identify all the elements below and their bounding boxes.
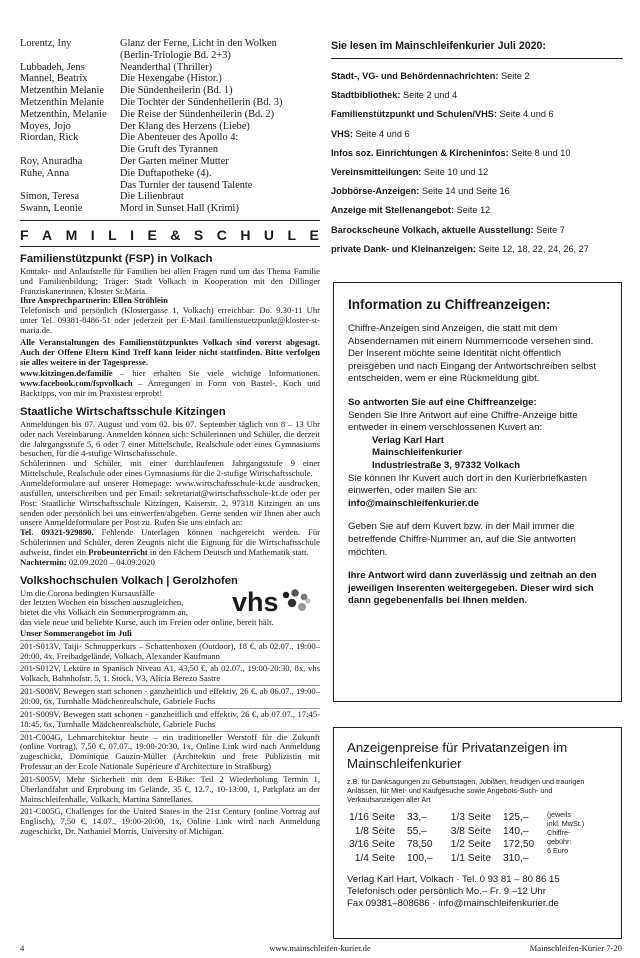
book-author bbox=[20, 144, 120, 156]
price-row bbox=[347, 825, 447, 838]
section-heading-letter: I bbox=[90, 226, 96, 243]
price-row bbox=[347, 852, 447, 865]
toc-item-pages: Seite 7 bbox=[533, 224, 565, 235]
footer-url[interactable]: www.mainschleifen-kurier.de bbox=[269, 943, 371, 953]
price-size: 1/4 Seite bbox=[354, 852, 395, 864]
vhs-course-item: 201-S009V, Bewegen statt schonen - ganzheitlich und effektiv, 26 €, ab 07.07., 17:45-18:45, 6x, Turnhalle Mädchenrealschule, Gabriele Fuchs bbox=[20, 708, 320, 729]
toc-item bbox=[331, 125, 623, 144]
price-contact-line: Telefonisch oder persönlich Mo.– Fr. 9 –12 Uhr bbox=[347, 886, 546, 898]
price-size: 3/16 Seite bbox=[349, 839, 395, 851]
section-heading-letter: L bbox=[108, 226, 118, 243]
section-heading-letter: L bbox=[287, 226, 298, 243]
toc-item-pages: Seite 8 und 10 bbox=[508, 147, 571, 158]
book-row bbox=[20, 73, 320, 85]
wirtschaft-probeunterricht: Probeunterricht bbox=[88, 546, 148, 557]
price-box bbox=[333, 727, 622, 939]
section-heading-letter: H bbox=[240, 226, 252, 243]
toc-item bbox=[331, 86, 623, 105]
vhs-course-item: 201-S005V, Mehr Sicherheit mit dem E-Bike: Teil 2 Wiederholung Termin 1, Überlandfahrt und Erprobung im Gelände, 35 €, 12.7., 10-13:00, 1, Parkplatz an der Mainschleifenhalle, Volkach, Martina Santellanes. bbox=[20, 773, 320, 804]
vhs-intro-2: der letzten Wochen ein bisschen auszugleichen, bbox=[20, 597, 184, 608]
vhs-logo-dot bbox=[305, 598, 310, 603]
vhs-logo-text: vhs bbox=[232, 586, 279, 617]
chiffre-email[interactable]: info@mainschleifenkurier.de bbox=[348, 497, 479, 509]
book-author: Roy, Anuradha bbox=[20, 155, 83, 167]
vhs-course-list bbox=[20, 640, 320, 837]
chiffre-p2: Senden Sie Ihre Antwort auf eine Chiffre-Anzeige bitte entweder in einem verschlossenen Kuvert an: bbox=[348, 409, 578, 434]
section-heading-familie-schule bbox=[20, 227, 320, 243]
section-heading-letter: M bbox=[65, 226, 79, 243]
section-heading-letter: F bbox=[20, 226, 30, 243]
book-author: Metzenthin Melanie bbox=[20, 85, 104, 97]
wirtschaft-p1: Anmeldungen bis 07. August und vom 02. bis 07. September täglich von 8 – 13 Uhr oder nach Vereinbarung. Anmelden können sich: Schülerinnen und Schüler, die derzeit die Jahrgangsstufe 5, 6 oder 7 einer Mittelschule, Realschule oder eines Gymnasiums besuchen, für die 4-stufige Wirtschaftsschule. bbox=[20, 418, 320, 459]
price-title: Anzeigenpreise für Privatanzeigen im Mainschleifenkurier bbox=[347, 740, 568, 771]
book-author: Lorentz, Iny bbox=[20, 38, 72, 49]
vhs-program-head: Unser Sommerangebot im Juli bbox=[20, 627, 132, 638]
book-title: Der Garten meiner Mutter bbox=[120, 155, 229, 167]
fsp-title: Familienstützpunkt (FSP) in Volkach bbox=[20, 252, 213, 265]
section-heading-letter: S bbox=[193, 226, 205, 243]
fsp-hours: Telefonisch und persönlich (Klostergasse 1, Volkach) erreichbar: Do. 9.30-11 Uhr unter Tel. 09381-8486-51 oder jederzeit per E-Mail familienstuetzpunkt@kloster-st-maria.de. bbox=[20, 305, 320, 336]
book-title: Die Tochter der Sündenheilerin (Bd. 3) bbox=[120, 96, 283, 108]
price-value: 125,– bbox=[503, 812, 529, 824]
chiffre-p1: Chiffre-Anzeigen sind Anzeigen, die statt mit dem Absendernamen mit einem Nummerncode versehen sind. Der Inserent möchte seine Identität nicht öffentlich preisgeben und nach Eingang der Antwortschreiben selbst entscheiden, wem er eine Rückmeldung gibt. bbox=[348, 323, 597, 385]
book-author: Simon, Teresa bbox=[20, 191, 80, 203]
price-column-2 bbox=[447, 811, 543, 865]
chiffre-address-line: Verlag Karl Hart bbox=[372, 434, 444, 446]
chiffre-address-line: Mainschleifenkurier bbox=[372, 447, 463, 459]
book-row bbox=[20, 168, 320, 180]
price-size: 3/8 Seite bbox=[450, 825, 491, 837]
wirtschaft-p2: Schülerinnen und Schüler, mit einer durchlaufenen Jahrgangsstufe 9 einer Mittelschule, Realschule oder eines Gymnasiums für die 2-stufige Wirtschaftsschule. bbox=[20, 458, 320, 479]
book-row bbox=[20, 156, 320, 168]
toc-item-pages: Seite 4 und 6 bbox=[352, 128, 410, 139]
wirtschaft-p3: Anmeldeformulare auf unserer Homepage: www.wirtschaftsschule-kt.de ausdrucken, ausfüllen, unterschreiben und per Email: sekretariat@wirtschaftsschule-kt.de oder per Post: Staatliche Wirtschaftsschule Kitzingen, Kaiserstr. 2, 97318 Kitzingen an uns senden oder persönlich bei uns einwerfen/abgeben. Gerne senden wir Ihnen aber auch unsere Anmeldeformulare per Post zu. Rufen Sie uns einfach an: bbox=[20, 477, 320, 528]
book-title: Die Abenteuer des Apollo 4: bbox=[120, 132, 239, 144]
fsp-notice: Alle Veranstaltungen des Familienstützpunktes Volkach sind vorerst abgesagt. Auch der Offene Eltern Kind Treff kann leider nicht stattfinden. Bitte verfolgen sie alles weitere in der Tagespresse. bbox=[20, 336, 320, 367]
price-value: 78,50 bbox=[407, 839, 433, 851]
fsp-link-facebook-text: – Anregungen in Form von Bastel-, Koch und Backtipps, von mir im Praxistest erprobt! bbox=[20, 378, 320, 399]
toc-item-label: Stadtbibliothek: bbox=[331, 90, 401, 101]
toc-item-label: Familienstützpunkt und Schulen/VHS: bbox=[331, 109, 497, 120]
price-row bbox=[447, 838, 543, 851]
wirtschaft-p4: Fehlende Unterlagen können nachgereicht werden. Für Schülerinnen und Schüler, deren Zeugnis nicht die Eignung für die Wirtschaftsschule aufweist, findet ein bbox=[20, 527, 321, 557]
book-row bbox=[20, 144, 320, 156]
book-row bbox=[20, 203, 320, 215]
toc-item-label: Anzeige mit Stellenangebot: bbox=[331, 205, 455, 216]
vhs-intro-3: bietet die vhs Volkach ein Sommerprogramm an, bbox=[20, 607, 188, 618]
section-heading-ampersand: & bbox=[170, 226, 182, 243]
price-note-line: 6 Euro bbox=[547, 845, 569, 855]
book-author: Metzenthin Melanie bbox=[20, 96, 104, 108]
book-row bbox=[20, 62, 320, 74]
vhs-course-item: 201-S013V, Taiji- Schnupperkurs – Schattenboxen (Outdoor), 18 €, ab 02.07., 19:00–20:00, 4x, Freibadgelände, Volkach, Alexander Kaufmann bbox=[20, 640, 320, 661]
vhs-intro-4: das viele neue und beliebte Kurse, auch im Freien oder online, bereit hält. bbox=[20, 617, 274, 628]
toc-item-label: Vereinsmitteilungen: bbox=[331, 167, 422, 178]
book-author: Metzenthin, Melanie bbox=[20, 108, 107, 120]
book-title: Die Gruft des Tyrannen bbox=[120, 144, 219, 156]
book-row bbox=[20, 85, 320, 97]
book-row bbox=[20, 109, 320, 121]
book-title: Die Duftapotheke (4). bbox=[120, 167, 212, 179]
fsp-contact-person: Ihre Ansprechpartnerin: Ellen Ströhlein bbox=[20, 295, 168, 306]
book-title: (Berlin-Triologie Bd. 2+3) bbox=[120, 49, 231, 61]
chiffre-address-line: Industriestraße 3, 97332 Volkach bbox=[372, 459, 521, 471]
price-note-line: gebühr: bbox=[547, 836, 572, 846]
toc-item bbox=[331, 105, 623, 124]
price-value: 140,– bbox=[503, 825, 529, 837]
wirtschaft-nachtermin: 02.09.2020 – 04.09.2020 bbox=[66, 556, 155, 567]
toc-item-pages: Seite 10 und 12 bbox=[421, 167, 489, 178]
toc-item-pages: Seite 14 und Seite 16 bbox=[419, 186, 510, 197]
price-row bbox=[347, 838, 447, 851]
section-heading-letter: C bbox=[216, 226, 228, 243]
section-heading-letter: I bbox=[130, 226, 136, 243]
price-description: z.B. für Danksagungen zu Geburtstagen, Jubiläen, freudigen und traurigen Anlässen, für Miet- und Kaufgesuche sowie Angebots-Such- und Verkaufsanzeigen aller Art bbox=[347, 777, 585, 804]
price-column-1 bbox=[347, 811, 447, 865]
chiffre-howto-title: So antworten Sie auf eine Chiffreanzeige: bbox=[348, 396, 537, 408]
price-value: 33,– bbox=[407, 812, 427, 824]
vhs-logo-dot bbox=[298, 603, 306, 611]
price-row bbox=[447, 825, 543, 838]
book-row bbox=[20, 50, 320, 62]
vhs-intro-1: Um die Corona bedingten Kursausfälle bbox=[20, 587, 155, 598]
book-author: Swann, Leonie bbox=[20, 203, 83, 215]
section-heading-letter: A bbox=[42, 226, 54, 243]
price-value: 55,– bbox=[407, 825, 427, 837]
section-heading-letter: U bbox=[263, 226, 276, 243]
price-row bbox=[447, 811, 543, 824]
vhs-title: Volkshochschulen Volkach | Gerolzhofen bbox=[20, 574, 238, 587]
price-value: 100,– bbox=[407, 852, 433, 864]
book-title: Die Lilienbraut bbox=[120, 191, 184, 203]
toc-item-pages: Seite 12, 18, 22, 24, 26, 27 bbox=[475, 243, 589, 254]
price-value: 310,– bbox=[503, 852, 529, 864]
toc-item-pages: Seite 4 und 6 bbox=[496, 109, 554, 120]
section-rule-top bbox=[20, 220, 320, 221]
price-contact-line: Verlag Karl Hart, Volkach · Tel. 0 93 81 – 80 86 15 bbox=[347, 874, 560, 886]
book-title: Der Klang des Herzens (Liebe) bbox=[120, 120, 250, 132]
toc-item bbox=[331, 182, 623, 201]
toc-item-pages: Seite 12 bbox=[454, 205, 491, 216]
toc-item-label: Infos soz. Einrichtungen & Kircheninfos: bbox=[331, 147, 509, 158]
vhs-logo bbox=[232, 587, 312, 617]
price-size: 1/1 Seite bbox=[450, 852, 491, 864]
book-title: Die Sündenheilerin (Bd. 1) bbox=[120, 85, 233, 97]
book-row bbox=[20, 38, 320, 50]
price-note-line: Chiffre- bbox=[547, 827, 571, 837]
price-table bbox=[347, 811, 608, 865]
book-author: Lubbadeh, Jens bbox=[20, 61, 85, 73]
toc-item bbox=[331, 67, 623, 86]
fsp-link-facebook[interactable]: www.facebook.com/fspvolkach bbox=[20, 378, 133, 389]
price-contact-line: Fax 09381–808686 · info@mainschleifenkurier.de bbox=[347, 898, 559, 910]
toc-item-label: Jobbörse-Anzeigen: bbox=[331, 186, 420, 197]
book-row bbox=[20, 97, 320, 109]
vhs-course-item: 201-C004G, Lehmarchitektur heute – ein traditioneller Werstoff für die Zukunft (online Vortrag), 7,50 €, 07.07., 19:00-20:30, 1x, Online Link wird nach Anmeldung zugeschickt, Dominique Gauzin-Müller (Architektin und freie Publizistin mit Professur an der Ecole Nationale Supérieure d'Architecture in Straßburg) bbox=[20, 731, 320, 772]
vhs-intro-block bbox=[20, 586, 320, 628]
toc-item bbox=[331, 240, 623, 259]
book-author bbox=[20, 180, 120, 192]
toc-item bbox=[331, 144, 623, 163]
price-row bbox=[447, 852, 543, 865]
price-contact bbox=[347, 874, 608, 911]
wirtschaft-title: Staatliche Wirtschaftsschule Kitzingen bbox=[20, 405, 226, 418]
price-note bbox=[543, 811, 585, 865]
price-size: 1/3 Seite bbox=[450, 812, 491, 824]
book-author: Mannel, Beatrix bbox=[20, 73, 88, 85]
toc-list bbox=[331, 67, 623, 259]
book-title: Das Turnier der tausend Talente bbox=[120, 179, 253, 191]
price-size: 1/16 Seite bbox=[349, 812, 395, 824]
vhs-logo-dot bbox=[288, 598, 296, 606]
vhs-course-item: 201-C005G, Challenges for the United States in the 21st Century (online Vortrag auf Englisch), 7,50 €, 14.07., 19:00-20:00, 1x, Online Link wird nach Anmeldung zugeschickt, Dr. Nathaniel Morris, University of Michigan. bbox=[20, 806, 320, 837]
book-row bbox=[20, 121, 320, 133]
book-row bbox=[20, 180, 320, 192]
chiffre-title: Information zu Chiffreanzeigen: bbox=[348, 297, 551, 312]
fsp-link-kitzingen-text: – hier erhalten Sie viele wichtige Informationen. bbox=[112, 368, 320, 379]
toc-item-label: private Dank- und Kleinanzeigen: bbox=[331, 243, 476, 254]
book-title: Mord in Sunset Hall (Krimi) bbox=[120, 203, 239, 215]
vhs-course-item: 201-S012V, Lektüre in Spanisch Niveau A1, 43,50 €, ab 02.07., 19:00-20:30, 8x, vhs Volkach, Bahnhofstr. 5, 1. Stock, V3, Alicia Berezo Sastre bbox=[20, 663, 320, 684]
book-row bbox=[20, 132, 320, 144]
toc-heading: Sie lesen im Mainschleifenkurier Juli 2020: bbox=[331, 40, 623, 59]
toc-item bbox=[331, 201, 623, 220]
price-size: 1/8 Seite bbox=[354, 825, 395, 837]
book-title: Die Reise der Sündenheilerin (Bd. 2) bbox=[120, 108, 275, 120]
price-row bbox=[347, 811, 447, 824]
book-title: Glanz der Ferne, Licht in den Wolken bbox=[120, 38, 277, 49]
wirtschaft-phone: Tel. 09321-929890. bbox=[20, 527, 94, 538]
book-title: Die Hexengabe (Histor.) bbox=[120, 73, 222, 85]
chiffre-p5: Ihre Antwort wird dann zuverlässig und zeitnah an den jeweiligen Inserenten weitergegeben. Dieser wird sich dann gegebenenfalls bei Ihnen melden. bbox=[348, 570, 597, 607]
vhs-logo-dot bbox=[283, 591, 289, 597]
book-title: Neanderthal (Thriller) bbox=[120, 61, 213, 73]
section-rule-bottom bbox=[20, 246, 320, 247]
toc-item bbox=[331, 221, 623, 240]
fsp-intro: Kontakt- und Anlaufstelle für Familien bei allen Fragen rund um das Thema Familie und Familienbildung; Träger: Stadt Volkach in Kooperation mit den Dillinger Franziskanerinnen, Kloster St.Maria. bbox=[20, 265, 320, 296]
section-heading-letter: E bbox=[309, 226, 320, 243]
book-author bbox=[20, 50, 120, 62]
toc-item bbox=[331, 163, 623, 182]
toc-item-label: Stadt-, VG- und Behördennachrichten: bbox=[331, 71, 499, 81]
toc-item-label: VHS: bbox=[331, 128, 353, 139]
book-row bbox=[20, 191, 320, 203]
book-list bbox=[20, 38, 320, 215]
price-note-line: (jeweils bbox=[547, 810, 571, 820]
book-author: Ruhe, Anna bbox=[20, 167, 70, 179]
footer-page-number: 4 bbox=[20, 943, 25, 953]
price-size: 1/2 Seite bbox=[450, 839, 491, 851]
fsp-link-kitzingen[interactable]: www.kitzingen.de/familie bbox=[20, 368, 113, 379]
vhs-course-item: 201-S008V, Bewegen statt schonen - ganzheitlich und effektiv, 26 €, ab 06.07., 19:00–20:00, 6x, Turnhalle Mädchenrealschule, Gabriele Fuchs bbox=[20, 686, 320, 707]
price-note-line: inkl. MwSt.) bbox=[547, 819, 585, 829]
vhs-logo-dot bbox=[291, 589, 299, 597]
left-column bbox=[20, 38, 320, 837]
footer-issue: Mainschleifen-Kurier 7-20 bbox=[529, 943, 622, 953]
right-column bbox=[331, 38, 623, 259]
section-heading-letter: E bbox=[147, 226, 158, 243]
chiffre-p4: Geben Sie auf dem Kuvert bzw. in der Mail immer die betreffende Chiffre-Nummer an, auf die Sie antworten möchten. bbox=[348, 521, 576, 558]
book-author: Moyes, Jojo bbox=[20, 120, 71, 132]
wirtschaft-p4-end: in den Fächern Deutsch und Mathematik statt. bbox=[147, 546, 309, 557]
book-author: Riordan, Rick bbox=[20, 132, 79, 144]
wirtschaft-nachtermin-label: Nachtermin: bbox=[20, 556, 67, 567]
toc-item-pages: Seite 2 bbox=[498, 71, 530, 81]
price-value: 172,50 bbox=[503, 839, 535, 851]
chiffre-info-box bbox=[333, 282, 622, 702]
toc-item-label: Barockscheune Volkach, aktuelle Ausstellung: bbox=[331, 224, 534, 235]
toc-item-pages: Seite 2 und 4 bbox=[400, 90, 458, 101]
chiffre-p3: Sie können Ihr Kuvert auch dort in den Kurierbriefkasten einwerfen, oder mailen Sie an: bbox=[348, 472, 587, 497]
